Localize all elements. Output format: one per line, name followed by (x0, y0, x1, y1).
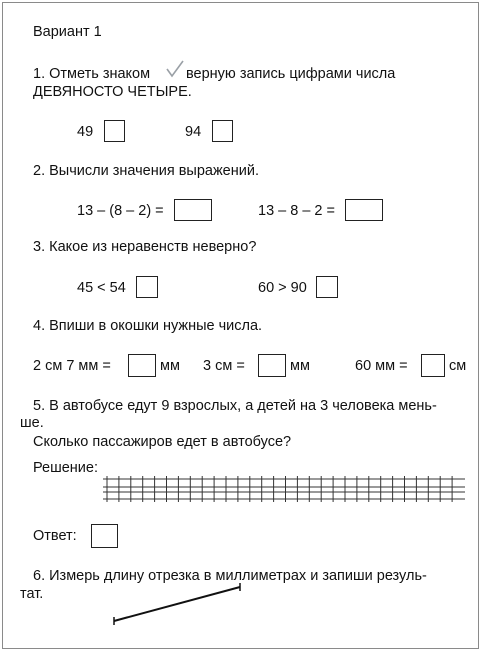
option-49-label: 49 (77, 124, 94, 140)
task1-number-words: ДЕВЯНОСТО ЧЕТЫРЕ. (33, 84, 192, 100)
option-49-checkbox[interactable] (104, 120, 125, 142)
task1-text-end: верную запись цифрами числа (186, 66, 396, 82)
task2-title: 2. Вычисли значения выражений. (33, 163, 259, 179)
conversion-2-answer-box[interactable] (258, 354, 286, 377)
task3-title: 3. Какое из неравенств неверно? (33, 239, 257, 255)
inequality-1: 45 < 54 (77, 280, 126, 296)
task5-line-1: 5. В автобусе едут 9 взрослых, а детей на 3 человека мень- (33, 398, 437, 414)
solution-grid-lines[interactable] (103, 476, 465, 502)
expression-2: 13 – 8 – 2 = (258, 203, 335, 219)
inequality-2: 60 > 90 (258, 280, 307, 296)
check-mark-icon (165, 59, 185, 79)
option-94-label: 94 (185, 124, 202, 140)
conversion-2-unit: мм (290, 358, 310, 374)
solution-label: Решение: (33, 460, 98, 476)
conversion-1-label: 2 см 7 мм = (33, 358, 111, 374)
conversion-2-label: 3 см = (203, 358, 245, 374)
conversion-3-unit: см (449, 358, 467, 374)
conversion-3-label: 60 мм = (355, 358, 408, 374)
variant-title: Вариант 1 (33, 24, 102, 40)
answer-label: Ответ: (33, 528, 77, 544)
task5-line-2: ше. (20, 415, 44, 431)
task5-question: Сколько пассажиров едет в автобусе? (33, 434, 292, 450)
expression-2-answer-box[interactable] (345, 199, 383, 221)
expression-1-answer-box[interactable] (174, 199, 212, 221)
answer-box[interactable] (91, 524, 118, 548)
inequality-1-checkbox[interactable] (136, 276, 158, 298)
option-94-checkbox[interactable] (212, 120, 233, 142)
conversion-1-answer-box[interactable] (128, 354, 156, 377)
task6-line-1: 6. Измерь длину отрезка в миллиметрах и запиши резуль- (33, 568, 427, 584)
expression-1: 13 – (8 – 2) = (77, 203, 164, 219)
conversion-3-answer-box[interactable] (421, 354, 445, 377)
task6-line-2: тат. (20, 586, 44, 602)
task1-text-start: 1. Отметь знаком (33, 66, 151, 82)
conversion-1-unit: мм (160, 358, 180, 374)
task4-title: 4. Впиши в окошки нужные числа. (33, 318, 263, 334)
inequality-2-checkbox[interactable] (316, 276, 338, 298)
measure-segment (108, 582, 248, 626)
